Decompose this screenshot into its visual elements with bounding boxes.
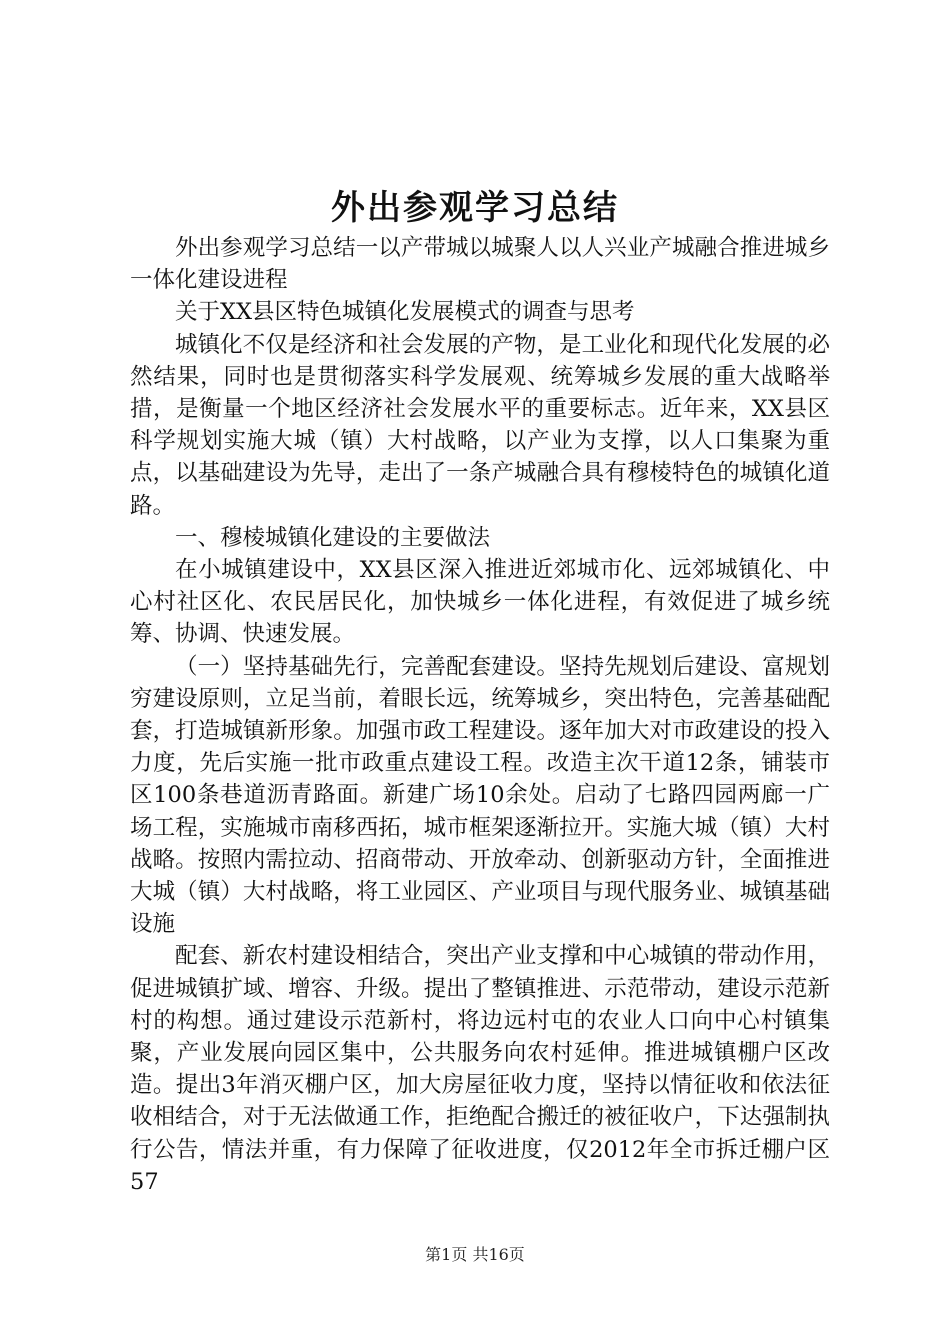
paragraph-heading-line: 外出参观学习总结一以产带城以城聚人以人兴业产城融合推进城乡一体化建设进程 [130,235,830,294]
paragraph-infrastructure: （一）坚持基础先行，完善配套建设。坚持先规划后建设、富规划穷建设原则，立足当前，着眼长远，统筹城乡，突出特色，完善基础配套，打造城镇新形象。加强市政工程建设。逐年加大对市政建设的投入力度，先后实施一批市政重点建设工程。改造主次干道12条，铺装市区100条巷道沥青路面。新建广场10余处。启动了七路四园两廊一广场工程，实施城市南移西拓，城市框架逐渐拉开。实施大城（镇）大村战略。按照内需拉动、招商带动、开放牵动、创新驱动方针，全面推进大城（镇）大村战略，将工业园区、产业项目与现代服务业、城镇基础设施 [130,653,830,938]
paragraph-section-intro: 在小城镇建设中，XX县区深入推进近郊城市化、远郊城镇化、中心村社区化、农民居民化，加快城乡一体化进程，有效促进了城乡统筹、协调、快速发展。 [130,557,830,648]
page-title: 外出参观学习总结 [331,188,619,228]
paragraph-intro: 城镇化不仅是经济和社会发展的产物，是工业化和现代化发展的必然结果，同时也是贯彻落实科学发展观、统筹城乡发展的重大战略举措，是衡量一个地区经济社会发展水平的重要标志。近年来，XX县区科学规划实施大城（镇）大村战略，以产业为支撑，以人口集聚为重点，以基础建设为先导，走出了一条产城融合具有穆棱特色的城镇化道路。 [130,331,830,519]
paragraph-continuation: 配套、新农村建设相结合，突出产业支撑和中心城镇的带动作用，促进城镇扩域、增容、升级。提出了整镇推进、示范带动，建设示范新村的构想。通过建设示范新村，将边远村屯的农业人口向中心村镇集聚，产业发展向园区集中，公共服务向农村延伸。推进城镇棚户区改造。提出3年消灭棚户区，加大房屋征收力度，坚持以情征收和依法征收相结合，对于无法做通工作，拒绝配合搬迁的被征收户，下达强制执行公告，情法并重，有力保障了征收进度，仅2012年全市拆迁棚户区57 [130,943,830,1195]
page-number: 第1页 共16页 [425,1245,525,1264]
document-body [130,232,830,1198]
section-heading: 一、穆棱城镇化建设的主要做法 [175,524,491,551]
paragraph-subtitle: 关于XX县区特色城镇化发展模式的调查与思考 [175,299,635,326]
